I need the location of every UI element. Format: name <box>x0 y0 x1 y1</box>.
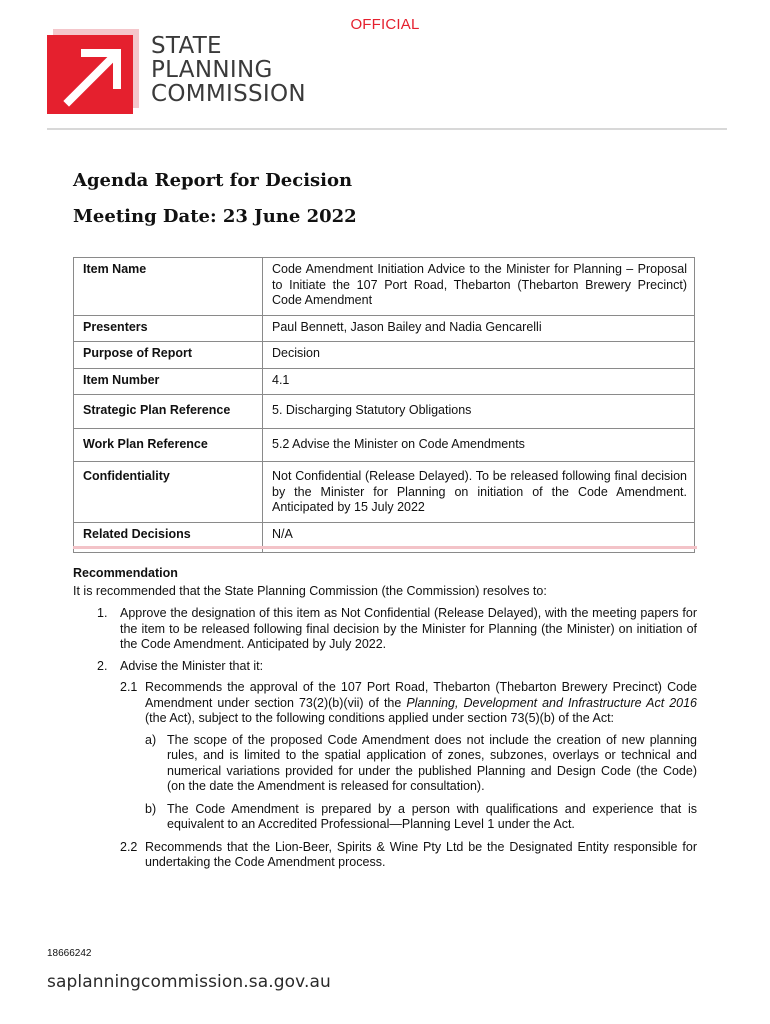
section-divider <box>73 546 697 549</box>
row-label: Strategic Plan Reference <box>74 395 263 429</box>
item-text: The scope of the proposed Code Amendment does not include the creation of new planning rules, and is limited to the spatial application of zones, subzones, overlays or technical and numerical variations provided for under the published Planning and Design Code (the Code) (on the date the Amendment is released for consultation). <box>167 732 697 793</box>
meeting-date: Meeting Date: 23 June 2022 <box>73 206 357 227</box>
list-item <box>73 733 697 795</box>
row-label: Confidentiality <box>74 462 263 523</box>
item-number: a) <box>145 732 157 747</box>
logo-arrow-icon <box>47 29 139 114</box>
row-value: Paul Bennett, Jason Bailey and Nadia Gencarelli <box>263 315 695 342</box>
row-value: 5.2 Advise the Minister on Code Amendments <box>263 428 695 462</box>
logo-line-2: PLANNING <box>151 57 273 83</box>
item-number: 2.1 <box>120 680 138 694</box>
row-label: Item Name <box>74 258 263 316</box>
act-title: Planning, Development and Infrastructure Act 2016 <box>406 695 697 710</box>
item-number: 2.2 <box>120 839 138 854</box>
item-text: The Code Amendment is prepared by a person with qualifications and experience that is equivalent to an Accredited Professional—Planning Level 1 under the Act. <box>167 801 697 831</box>
recommendation-heading: Recommendation <box>73 566 178 580</box>
row-label: Presenters <box>74 315 263 342</box>
row-label: Related Decisions <box>74 522 263 553</box>
table-row <box>74 428 695 462</box>
row-value: N/A <box>263 522 695 553</box>
item-text: Advise the Minister that it: <box>120 658 264 673</box>
row-value: Code Amendment Initiation Advice to the Minister for Planning – Proposal to Initiate the 107 Port Road, Thebarton (Thebarton Brewery Precinct) Code Amendment <box>263 258 695 316</box>
table-row <box>74 315 695 342</box>
item-text-part: Recommends the approval of the 107 Port Road, Thebarton (Thebarton Brewery Precinct) Code Amendment under section 73(2)(b)(vii) of the <box>145 680 697 710</box>
item-text <box>145 680 697 727</box>
item-text-part: (the Act), subject to the following conditions applied under section 73(5)(b) of the Act: <box>145 711 615 725</box>
document-title: Agenda Report for Decision <box>73 170 353 191</box>
header-divider <box>47 128 727 130</box>
list-item <box>73 659 697 675</box>
document-number: 18666242 <box>47 948 92 959</box>
recommendation-intro: It is recommended that the State Planning Commission (the Commission) resolves to: <box>73 583 547 598</box>
row-value: 4.1 <box>263 368 695 395</box>
list-item <box>73 840 697 871</box>
agenda-info-table <box>73 257 695 553</box>
item-text: Recommends that the Lion-Beer, Spirits & Wine Pty Ltd be the Designated Entity responsible for undertaking the Code Amendment process. <box>145 839 697 869</box>
recommendation-section <box>73 566 697 877</box>
logo-line-3: COMMISSION <box>151 81 306 107</box>
list-item <box>73 802 697 833</box>
row-label: Item Number <box>74 368 263 395</box>
table-row <box>74 342 695 369</box>
logo-wordmark <box>151 34 306 106</box>
table-row <box>74 368 695 395</box>
item-text: Approve the designation of this item as Not Confidential (Release Delayed), with the meeting papers for the item to be released following final decision by the Minister for Planning (the Minister) on initiation of the Code Amendment. Anticipated by July 2022. <box>120 606 697 651</box>
list-item <box>73 680 697 727</box>
row-value: Decision <box>263 342 695 369</box>
item-number: 1. <box>97 606 108 620</box>
row-label: Purpose of Report <box>74 342 263 369</box>
list-item <box>73 606 697 653</box>
table-row <box>74 462 695 523</box>
row-label: Work Plan Reference <box>74 428 263 462</box>
classification-label: OFFICIAL <box>350 16 420 33</box>
item-number: 2. <box>97 658 108 673</box>
row-value: 5. Discharging Statutory Obligations <box>263 395 695 429</box>
table-row <box>74 258 695 316</box>
website-link[interactable]: saplanningcommission.sa.gov.au <box>47 972 331 992</box>
row-value: Not Confidential (Release Delayed). To be released following final decision by the Minister for Planning on initiation of the Code Amendment. Anticipated by 15 July 2022 <box>263 462 695 523</box>
table-row <box>74 395 695 429</box>
logo-line-1: STATE <box>151 33 222 59</box>
item-number: b) <box>145 801 157 816</box>
